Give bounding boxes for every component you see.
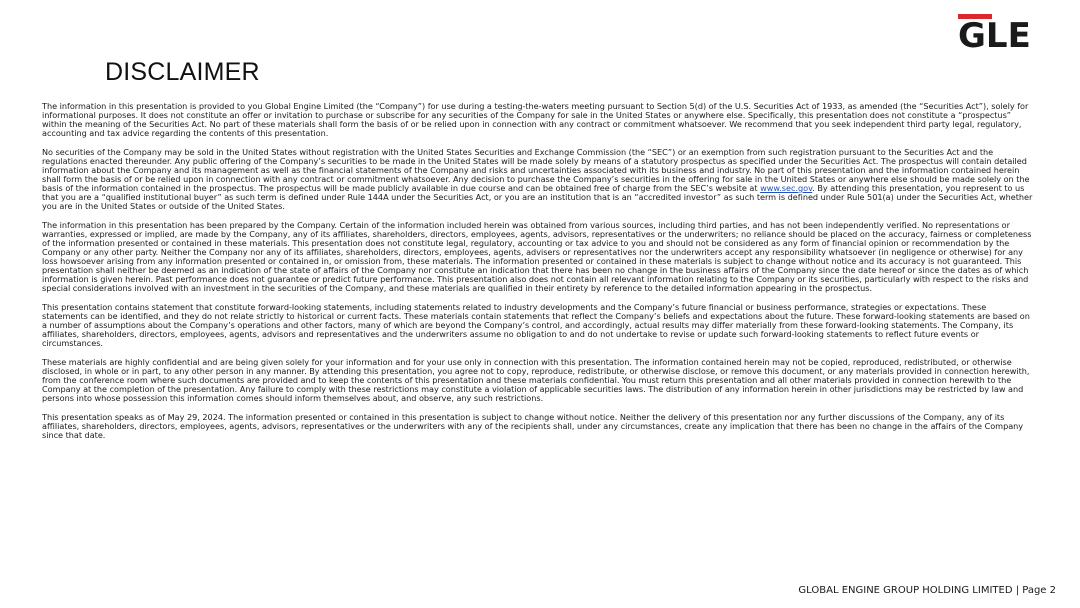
disclaimer-paragraph-5: These materials are highly confidential and are being given solely for your information and for your use only in connection with this presentation. The information contained herein may not be copied, reproduced, redistributed, or otherwise disclosed, in whole or in part, to any other person in any manner. By attending this presentation, you agree not to copy, reproduce, redistribute, or otherwise disclose, or remove this document, or any materials provided in connection herewith, from the conference room where such documents are provided and to keep the contents of this presentation and these materials confidential. You must return this presentation and all other materials provided in connection herewith to the Company at the completion of the presentation. Any failure to comply with these restrictions may constitute a violation of applicable securities laws. The distribution of any information herein in other jurisdictions may be restricted by law and persons into whose possession this information comes should inform themselves about, and observe, any such restrictions.	[42, 356, 1030, 404]
page-title: DISCLAIMER	[105, 58, 260, 86]
page-footer: GLOBAL ENGINE GROUP HOLDING LIMITED | Page 2	[798, 585, 1056, 596]
disclaimer-paragraph-3: The information in this presentation has been prepared by the Company. Certain of the information included herein was obtained from various sources, including third parties, and has not been independently verified. No representations or warranties, expressed or implied, are made by the Company, any of its affiliates, shareholders, directors, employees, agents, advisors, representatives or the underwriters; no reliance should be placed on the accuracy, fairness or completeness of the information presented or contained in these materials. This presentation does not constitute legal, regulatory, accounting or tax advice to you and should not be considered as any form of financial opinion or recommendation by the Company or any other party. Neither the Company nor any of its affiliates, shareholders, directors, employees, agents, advisers or representatives nor the underwriters accept any responsibility whatsoever (in negligence or otherwise) for any loss howsoever arising from any information presented or contained in, or omission from, these materials. The information presented or contained in these materials is subject to change without notice and its accuracy is not guaranteed. This presentation shall neither be deemed as an indication of the state of affairs of the Company nor constitute an indication that there has been no change in the business affairs of the Company since the date hereof or since the dates as of which information is given herein. Past performance does not guarantee or predict future performance. This presentation also does not contain all relevant information relating to the Company or its securities, particularly with respect to the risks and special considerations involved with an investment in the securities of the Company, and these materials are qualified in their entirety by reference to the detailed information appearing in the prospectus.	[42, 219, 1032, 294]
disclaimer-paragraph-6: This presentation speaks as of May 29, 2024. The information presented or contained in this presentation is subject to change without notice. Neither the delivery of this presentation nor any further discussions of the Company, any of its affiliates, shareholders, directors, employees, agents, advisors, representatives or the underwriters with any of the recipients shall, under any circumstances, create any implication that there has been no change in the affairs of the Company since that date.	[42, 411, 1024, 440]
logo-text: GLE	[958, 16, 1031, 56]
disclaimer-body	[42, 102, 1034, 450]
paragraph-2-text-end: . By attending this presentation, you represent to us that you are a “qualified institutional buyer” as such term is defined under Rule 144A under the Securities Act, or you are an institution that is an “accredited investor” as such term is defined under Rule 501(a) under the Securities Act, whether you are in the United States or outside of the United States.	[42, 183, 1033, 212]
disclaimer-paragraph-1: The information in this presentation is provided to you Global Engine Limited (the “Company”) for use during a testing-the-waters meeting pursuant to Section 5(d) of the U.S. Securities Act of 1933, as amended (the “Securities Act”), solely for informational purposes. It does not constitute an offer or invitation to purchase or subscribe for any securities of the Company for sale in the United States or anywhere else. Specifically, this presentation does not constitute a “prospectus” within the meaning of the Securities Act. No part of these materials shall form the basis of or be relied upon in connection with any contract or commitment whatsoever. We recommend that you seek independent third party legal, regulatory, accounting and tax advice regarding the contents of this presentation.	[42, 101, 1029, 139]
disclaimer-paragraph-2	[42, 148, 1034, 211]
paragraph-2-text-start: No securities of the Company may be sold in the United States without registration with the United States Securities and Exchange Commission (the “SEC”) or an exemption from such registration pursuant to the Securities Act and the regulations enacted thereunder. Any public offering of the Company’s securities to be made in the United States will be made solely by means of a statutory prospectus as specified under the Securities Act. The prospectus will contain detailed information about the Company and its management as well as the financial statements of the Company and risks and uncertainties associated with its business and industry. No part of this presentation and the information contained herein shall form the basis of or be relied upon in connection with any contract or commitment whatsoever. Any decision to purchase the Company’s securities in the offering for sale in the United States or anywhere else should be made solely on the basis of the information contained in the prospectus. The prospectus will be made publicly available in due course and can be obtained free of charge from the SEC’s website at	[42, 146, 1030, 194]
disclaimer-paragraph-4: This presentation contains statement that constitute forward-looking statements, including statements related to industry developments and the Company’s future financial or business performance, strategies or expectations. These statements can be identified, and they do not relate strictly to historical or current facts. These materials contain statements that reflect the Company’s beliefs and expectations about the future. These forward-looking statements are based on a number of assumptions about the Company’s operations and other factors, many of which are beyond the Company’s control, and accordingly, actual results may differ materially from these forward-looking statements. The Company, its affiliates, shareholders, directors, employees, agents, advisors and representatives and the underwriters assume no obligation to and do not undertake to revise or update such forward-looking statements to reflect future events or circumstances.	[42, 301, 1030, 349]
sec-website-link[interactable]: www.sec.gov	[760, 183, 813, 194]
company-logo	[958, 14, 1044, 56]
